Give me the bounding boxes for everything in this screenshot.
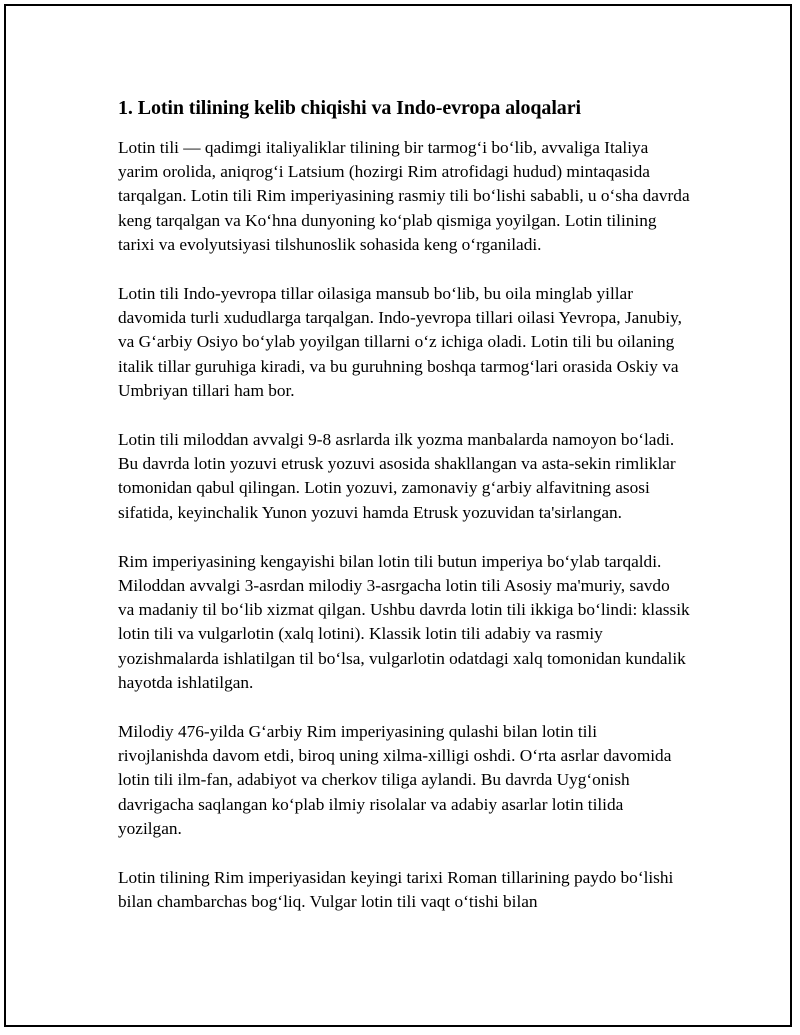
- paragraph-1: Lotin tili — qadimgi italiyaliklar tilining bir tarmog‘i bo‘lib, avvaliga Italiya yarim orolida, aniqrog‘i Latsium (hozirgi Rim atrofidagi hudud) mintaqasida tarqalgan. Lotin tili Rim imperiyasining rasmiy tili bo‘lishi sababli, u o‘sha davrda keng tarqalgan va Ko‘hna dunyoning ko‘plab qismiga yoyilgan. Lotin tilining tarixi va evolyutsiyasi tilshunoslik sohasida keng o‘rganiladi.: [118, 138, 690, 254]
- paragraph-6: Lotin tilining Rim imperiyasidan keyingi tarixi Roman tillarining paydo bo‘lishi bilan chambarchas bog‘liq. Vulgar lotin tili vaqt o‘tishi bilan: [118, 868, 674, 912]
- paragraph-2: Lotin tili Indo-yevropa tillar oilasiga mansub bo‘lib, bu oila minglab yillar davomida turli xududlarga tarqalgan. Indo-yevropa tillari oilasi Yevropa, Janubiy, va G‘arbiy Osiyo bo‘ylab yoyilgan tillarni o‘z ichiga oladi. Lotin tili bu oilaning italik tillar guruhiga kiradi, va bu guruhning boshqa tarmog‘lari orasida Oskiy va Umbriyan tillari ham bor.: [118, 284, 682, 400]
- paragraph-3: Lotin tili miloddan avvalgi 9-8 asrlarda ilk yozma manbalarda namoyon bo‘ladi. Bu davrda lotin yozuvi etrusk yozuvi asosida shakllangan va asta-sekin rimliklar tomonidan qabul qilingan. Lotin yozuvi, zamonaviy g‘arbiy alfavitning asosi sifatida, keyinchalik Yunon yozuvi hamda Etrusk yozuvidan ta'sirlangan.: [118, 430, 676, 522]
- paragraph-5: Milodiy 476-yilda G‘arbiy Rim imperiyasining qulashi bilan lotin tili rivojlanishda davom etdi, biroq uning xilma-xilligi oshdi. O‘rta asrlar davomida lotin tili ilm-fan, adabiyot va cherkov tiliga aylandi. Bu davrda Uyg‘onish davrigacha saqlangan ko‘plab ilmiy risolalar va adabiy asarlar lotin tilida yozilgan.: [118, 722, 672, 838]
- document-body: [118, 94, 690, 914]
- section-heading: 1. Lotin tilining kelib chiqishi va Indo-evropa aloqalari: [118, 97, 581, 119]
- paragraph-4: Rim imperiyasining kengayishi bilan lotin tili butun imperiya bo‘ylab tarqaldi. Miloddan avvalgi 3-asrdan milodiy 3-asrgacha lotin tili Asosiy ma'muriy, savdo va madaniy til bo‘lib xizmat qilgan. Ushbu davrda lotin tili ikkiga bo‘lindi: klassik lotin tili va vulgarlotin (xalq lotini). Klassik lotin tili adabiy va rasmiy yozishmalarda ishlatilgan til bo‘lsa, vulgarlotin odatdagi xalq tomonidan kundalik hayotda ishlatilgan.: [118, 551, 690, 692]
